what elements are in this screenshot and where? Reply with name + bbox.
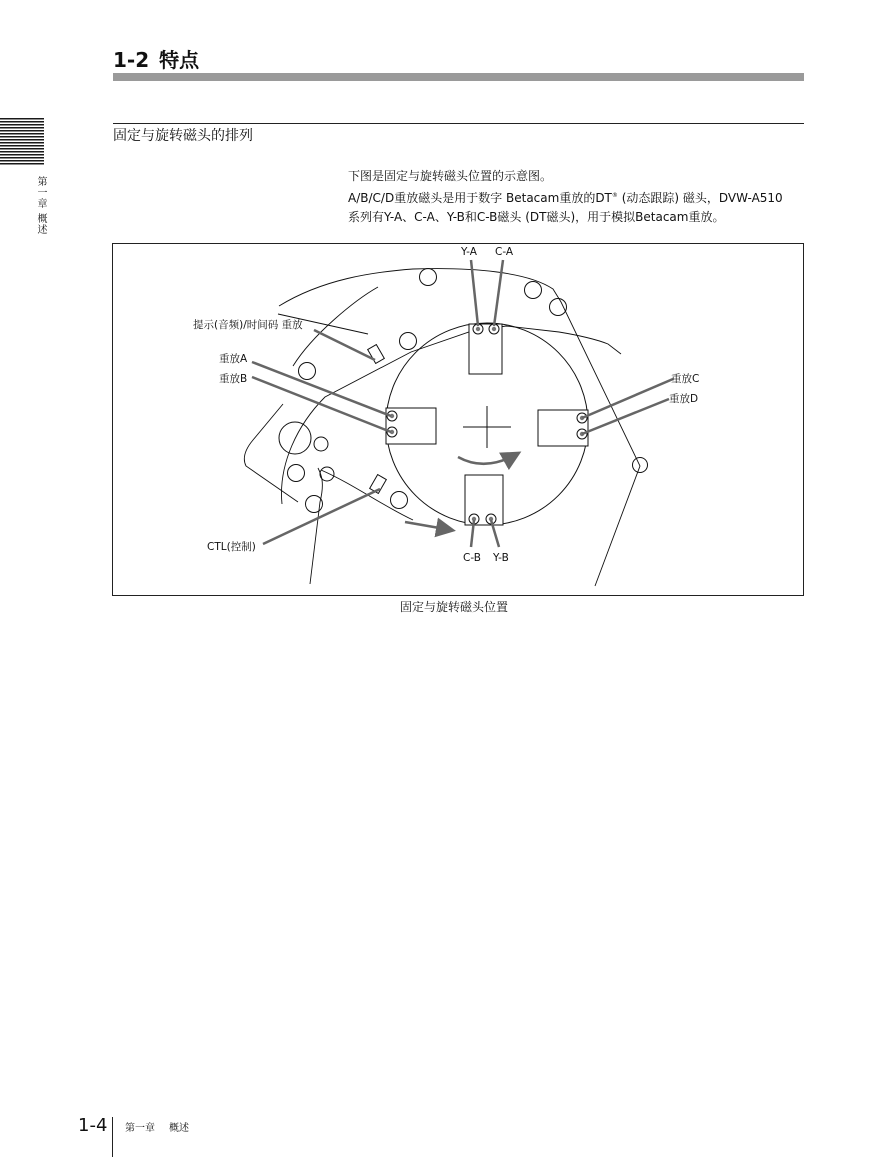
footer-divider [112, 1117, 113, 1157]
drum-rotation-arrow [458, 454, 517, 464]
section-heading [113, 44, 199, 73]
guide-roller [525, 282, 542, 299]
guide-roller [288, 465, 305, 482]
label-playback-b: 重放B [219, 373, 248, 385]
footer-chapter-label: 第一章 [125, 1123, 155, 1134]
intro-line-1: 下图是固定与旋转磁头位置的示意图。 [348, 169, 553, 183]
intro-line-3: 系列有Y-A、C-A、Y-B和C-B磁头 (DT磁头)，用于模拟Betacam重放。 [348, 210, 725, 224]
footer-chapter [125, 1119, 203, 1134]
label-c-a-top: C-A [495, 246, 514, 258]
leader-c-a [494, 260, 503, 326]
guide-roller [400, 333, 417, 350]
leader-playback-b [252, 377, 391, 432]
chapter-tab-label: 第一章 概述 [35, 176, 46, 236]
label-y-a-top: Y-A [461, 246, 477, 258]
leader-playback-a [252, 362, 391, 416]
label-playback-c: 重放C [671, 373, 700, 385]
guide-roller [299, 363, 316, 380]
figure-caption: 固定与旋转磁头位置 [400, 600, 509, 614]
leader-playback-d [582, 399, 669, 434]
footer-topic: 概述 [169, 1123, 189, 1134]
intro-line-2-text: A/B/C/D重放磁头是用于数字 Betacam重放的DT [348, 191, 612, 205]
guide-roller [320, 467, 334, 481]
intro-paragraph [348, 167, 808, 227]
intro-line-2 [348, 186, 808, 208]
section-title: 特点 [159, 48, 200, 72]
intro-line-2-tail: (动态跟踪) 磁头，DVW-A510 [617, 191, 783, 205]
label-playback-a: 重放A [219, 353, 248, 365]
guide-roller [550, 299, 567, 316]
head-y-a-dot [476, 327, 480, 331]
leader-cue-tc [314, 330, 375, 360]
subsection-title: 固定与旋转磁头的排列 [113, 128, 253, 144]
guide-roller [420, 269, 437, 286]
section-number: 1-2 [113, 48, 150, 72]
head-layout-diagram [113, 244, 803, 595]
registered-mark: ® [611, 192, 618, 199]
head-c-a-dot [492, 327, 496, 331]
tape-direction-arrow [405, 522, 451, 530]
label-playback-d: 重放D [669, 393, 699, 405]
label-c-b-bottom: C-B [463, 552, 481, 564]
page-number: 1-4 [78, 1115, 108, 1136]
leader-playback-c [582, 379, 673, 418]
pinch-roller [314, 437, 328, 451]
section-divider-bar [113, 73, 804, 81]
tape-path-lower [310, 468, 413, 584]
subsection-rule [113, 123, 804, 124]
label-y-b-bottom: Y-B [493, 552, 509, 564]
cue-tc-head [368, 345, 385, 364]
label-ctl: CTL(控制) [207, 541, 256, 553]
guide-roller [391, 492, 408, 509]
chapter-thumb-tab [0, 118, 44, 166]
label-cue-tc: 提示(音频)/时间码 重放 [193, 319, 303, 331]
head-layout-figure [112, 243, 804, 596]
